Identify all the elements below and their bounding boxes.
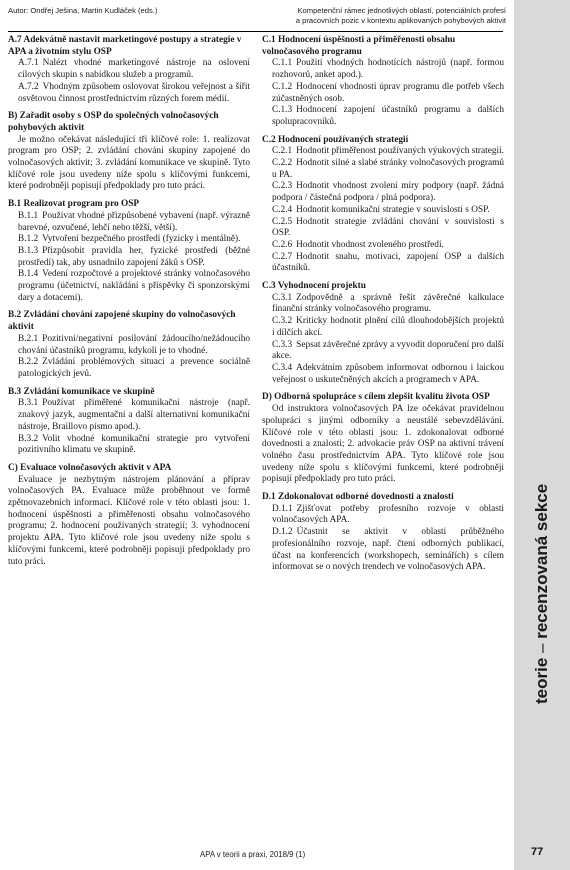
key-function-code: C.2.2 — [272, 158, 293, 169]
section — [262, 35, 504, 129]
key-function-text: Hodnotit přiměřenost používaných výukových strategií. — [296, 146, 505, 157]
section-heading: B.2 Zvládání chování zapojené skupiny do volnočasových aktivit — [8, 310, 236, 333]
key-function-text: Vedení rozpočtové a projektové stránky volnočasového programu (účetnictví, nakládání s příspěvky či sponzorskými dary a dotacemi). — [18, 269, 250, 303]
key-function-item — [262, 316, 504, 339]
section-intro-paragraph: Od instruktora volnočasových PA lze očekávat pravidelnou spolupráci s jinými odborníky a neustálé sebevzdělávání. Klíčové role v této oblasti jsou: 1. zdokonalovat odborné dovednosti a znalosti; 2. advokacie práv OSP na aktivní trávení volného času prostřednictvím APA. Tyto klíčové role jsou uvedeny níže spolu s klíčovými funkcemi, které podrobněji popisují předpoklady pro tuto práci. — [262, 404, 504, 485]
section-heading: D.1 Zdokonalovat odborné dovednosti a znalosti — [262, 492, 454, 503]
section-heading: A.7 Adekvátně nastavit marketingové postupy a strategie v APA a životním stylu OSP — [8, 35, 242, 57]
key-function-code: B.1.2 — [18, 234, 39, 245]
key-function-code: B.3.1 — [18, 398, 39, 409]
key-function-text: Hodnotit silné a slabé stránky volnočasových programů u PA. — [272, 158, 504, 180]
key-function-code: B.1.4 — [18, 269, 39, 280]
key-function-text: Kriticky hodnotit plnění cílů dlouhodobějších projektů i dílčích akcí. — [272, 316, 504, 338]
key-function-text: Zvládání problémových situací a prevence sociálně patologických jevů. — [18, 357, 250, 379]
running-header-title-line1: Kompetenční rámec jednotlivých oblastí, potenciálních profesí — [297, 6, 506, 15]
section-heading: B.1 Realizovat program pro OSP — [8, 199, 140, 210]
key-function-item — [262, 363, 504, 386]
key-function-item — [8, 357, 250, 380]
key-function-text: Hodnotit vhodnost zvolení míry podpory (např. žádná podpora / částečná podpora / plná podpora). — [272, 181, 504, 204]
section — [262, 281, 504, 386]
key-function-item — [262, 527, 504, 574]
key-function-code: C.2.5 — [272, 216, 293, 227]
key-function-item — [262, 340, 504, 363]
key-function-text: Zjišťovat potřeby profesního rozvoje v oblasti volnočasových APA. — [272, 503, 504, 526]
key-function-code: C.3.4 — [272, 362, 293, 373]
key-function-item — [262, 105, 504, 128]
key-function-code: B.3.2 — [18, 433, 39, 444]
key-function-text: Zodpovědně a správně řešit závěrečné kalkulace finanční stránky volnočasového programu. — [272, 292, 504, 315]
key-function-text: Vytvoření bezpečného prostředí (fyzicky i mentálně). — [42, 234, 241, 245]
key-function-code: A.7.1 — [18, 58, 39, 69]
key-function-item — [8, 398, 250, 433]
key-function-item — [8, 434, 250, 457]
key-function-item — [262, 217, 504, 240]
key-function-item — [262, 252, 504, 275]
key-function-code: C.1.2 — [272, 81, 293, 92]
key-function-item — [8, 234, 250, 246]
section — [8, 199, 250, 304]
section-intro-paragraph: Je možno očekávat následující tři klíčové role: 1. realizovat program pro OSP; 2. zvládání chování skupiny zapojené do volnočasových aktivit; 3. zvládání komunikace ve skupině. Tyto klíčové role jsou uvedeny níže spolu s klíčovými funkcemi, které podrobněji popisují předpoklady pro tuto práci. — [8, 134, 250, 192]
key-function-text: Sepsat závěrečné zprávy a vyvodit doporučení pro další akce. — [272, 339, 504, 362]
key-function-text: Používat vhodné přizpůsobené vybavení (např. výrazně barevné, ozvučené, lehčí nebo těžší, větší). — [18, 210, 250, 233]
key-function-item — [262, 181, 504, 204]
page-number: 77 — [531, 846, 544, 858]
section-intro-paragraph: Evaluace je nezbytným nástrojem plánování a příprav volnočasových PA. Evaluace může proběhnout ve formě zpětnovazebních informací. Klíčové role v této oblasti jsou: 1. hodnocení úspěšnosti a přiměřenosti obsahu volnočasového programu; 2. hodnocení používaných strategií; 3. vyhodnocení projektu APA. Tyto klíčové role jsou uvedeny níže spolu s klíčovými funkcemi, které podrobněji popisují předpoklady pro tuto práci. — [8, 474, 250, 567]
key-function-text: Použití vhodných hodnotících nástrojů (např. formou rozhovorů, anket apod.). — [272, 58, 504, 81]
running-header-authors: Autor: Ondřej Ješina, Martin Kudláček (eds.) — [8, 6, 158, 15]
section — [8, 387, 250, 457]
section-heading: B) Zařadit osoby s OSP do společných volnočasových pohybových aktivit — [8, 111, 219, 133]
section-sidebar-label — [528, 483, 570, 704]
sidebar-label-rest: recenzovaná sekce — [532, 483, 551, 639]
section-heading: B.3 Zvládání komunikace ve skupině — [8, 386, 155, 397]
right-column — [262, 35, 504, 580]
key-function-item — [8, 334, 250, 357]
running-header-title-line2: a pracovních pozic v kontextu aplikovaných pohybových aktivit — [295, 16, 506, 25]
key-function-text: Hodnotit snahu, motivaci, zapojení OSP a dalších účastníků. — [272, 251, 504, 274]
key-function-code: D.1.1 — [272, 503, 293, 514]
sidebar-label-dash: – — [532, 638, 551, 658]
key-function-code: C.3.2 — [272, 316, 293, 327]
key-function-text: Přizpůsobit pravidla her, fyzické prostředí (běžné prostředí) tak, aby usnadnilo zapojení žáků s OSP. — [18, 245, 250, 268]
key-function-text: Nalézt vhodné marketingové nástroje na oslovení cílových skupin s nabídkou služeb a programů. — [18, 58, 250, 81]
key-function-item — [262, 82, 504, 105]
section — [262, 492, 504, 574]
section-heading: C.1 Hodnocení úspěšnosti a přiměřenosti obsahu volnočasového programu — [262, 35, 456, 57]
key-function-code: B.2.2 — [18, 357, 39, 368]
header-rule — [8, 31, 503, 32]
key-function-text: Hodnotit vhodnost zvoleného prostředí. — [296, 239, 444, 250]
key-function-text: Adekvátním způsobem informovat odbornou i laickou veřejnost o uskutečněných akcích a programech v APA. — [272, 362, 504, 385]
key-function-item — [8, 58, 250, 81]
key-function-code: C.3.1 — [272, 292, 293, 303]
key-function-code: B.1.3 — [18, 245, 39, 256]
key-function-code: B.1.1 — [18, 210, 39, 221]
key-function-item — [8, 246, 250, 269]
key-function-code: C.2.4 — [272, 204, 293, 215]
section-heading: C) Evaluace volnočasových aktivit v APA — [8, 462, 172, 473]
key-function-item — [8, 269, 250, 304]
key-function-code: C.2.3 — [272, 181, 293, 192]
key-function-code: C.3.3 — [272, 339, 293, 350]
section — [262, 135, 504, 275]
key-function-code: C.1.1 — [272, 58, 293, 69]
key-function-item — [262, 293, 504, 316]
section — [8, 111, 250, 193]
key-function-item — [262, 58, 504, 81]
key-function-code: C.2.7 — [272, 251, 293, 262]
key-function-code: D.1.2 — [272, 527, 293, 538]
key-function-item — [262, 146, 504, 158]
key-function-item — [8, 211, 250, 234]
footer-journal: APA v teorii a praxi, 2018/9 (1) — [200, 850, 306, 859]
section-heading: C.2 Hodnocení používaných strategií — [262, 134, 409, 145]
key-function-item — [262, 504, 504, 527]
key-function-code: C.2.1 — [272, 146, 293, 157]
left-column — [8, 35, 250, 574]
key-function-code: B.2.1 — [18, 333, 39, 344]
key-function-text: Vhodným způsobem oslovovat širokou veřejnost a šířit osvětovou činnost prostřednictvím různých forem médií. — [18, 81, 250, 104]
key-function-code: C.2.6 — [272, 239, 293, 250]
key-function-item — [8, 82, 250, 105]
section — [8, 463, 250, 568]
key-function-item — [262, 205, 504, 217]
section — [8, 310, 250, 380]
key-function-text: Hodnotit komunikační strategie v souvislosti s OSP. — [296, 204, 490, 215]
key-function-item — [262, 240, 504, 252]
sidebar-label-bold: teorie — [532, 657, 551, 704]
key-function-text: Hodnocení zapojení účastníků programu a dalších spolupracovníků. — [272, 105, 504, 127]
section — [8, 35, 250, 105]
section-heading: C.3 Vyhodnocení projektu — [262, 281, 366, 292]
running-header-title — [246, 6, 506, 26]
section-sidebar — [514, 0, 570, 870]
key-function-text: Používat přiměřené komunikační nástroje (např. znakový jazyk, augmentační a další alternativní komunikační nástroje, Braillovo písmo apod.). — [18, 398, 250, 432]
key-function-text: Hodnotit strategie zvládání chování v souvislosti s OSP. — [272, 216, 504, 239]
key-function-item — [262, 158, 504, 181]
section — [262, 392, 504, 486]
key-function-text: Volit vhodné komunikační strategie pro vytvoření pozitivního klimatu ve skupině. — [18, 433, 250, 456]
key-function-code: C.1.3 — [272, 105, 293, 116]
key-function-code: A.7.2 — [18, 81, 39, 92]
key-function-text: Účastnit se aktivit v oblasti průběžného profesionálního rozvoje, např. čtení odborných publikací, účast na konferencích (workshopech, seminářích) s cílem informovat se o nových trendech ve volnočasových APA. — [272, 527, 504, 573]
key-function-text: Pozitivní/negativní posilování žádoucího/nežádoucího chování účastníků programu, kdykoli je to vhodné. — [18, 333, 250, 356]
section-heading: D) Odborná spolupráce s cílem zlepšit kvalitu života OSP — [262, 392, 490, 403]
key-function-text: Hodnocení vhodnosti úprav programu dle potřeb všech zúčastněných osob. — [272, 81, 504, 104]
